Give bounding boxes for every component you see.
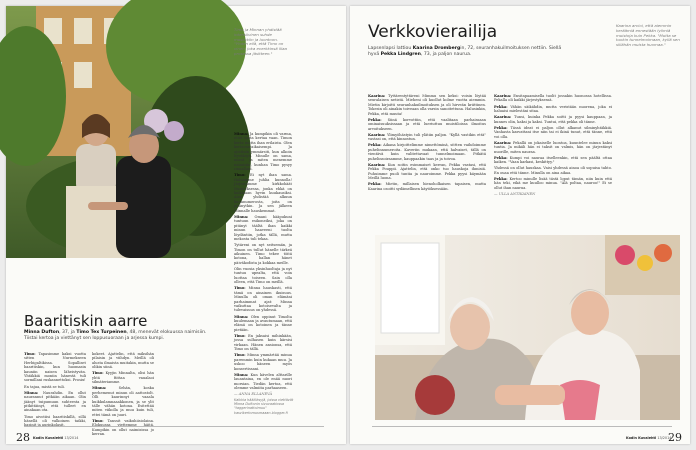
paragraph-text: Kertoo minulle lisää tästä loput tämän, niin kuin että hän teki, eikä me kuulloo minua. "Älä poltaa, nauroo!" Ei se ollut ihan naurua. — [494, 177, 612, 190]
speaker-label: Timo: — [234, 286, 246, 291]
footer-magazine-left: Kodin Kuvalehti — [33, 436, 64, 440]
living-room-photo-illustration — [375, 235, 680, 420]
body-paragraph — [92, 371, 154, 384]
paragraph-text: Yhdessä on ollut hauskaa. Vaisi yhdessä ainoa oli sopuisa tahto. En ouaa että tänne. Minulla on aina aikaa. — [494, 166, 612, 175]
body-paragraph — [24, 391, 86, 413]
speaker-label: Minna: — [234, 214, 249, 219]
page-number-right: 29 — [668, 431, 682, 444]
paragraph-text: Ensitapaamisella tuolit jossakin huonossa hotellissa. Pekalla oli kaikki järjestyksessä. — [494, 94, 612, 103]
right-column-2 — [494, 94, 612, 230]
body-paragraph — [494, 156, 612, 165]
paragraph-text: Pekallä on jokaiselle luontoa, kuuntelee minun kaksi tuntia. Ja mikäli hän ei taksit on valmis, hän on järjestänyt nuorille, miten nauraa. — [494, 140, 612, 154]
speaker-label: Timo: — [92, 419, 104, 424]
couple-living-room-photo — [375, 235, 680, 420]
body-paragraph — [234, 373, 292, 391]
article-intro — [24, 330, 220, 341]
body-paragraph — [494, 141, 612, 154]
intro-post-right: , 73, ja paljon naurua. — [420, 51, 472, 57]
speaker-label: Pekka: — [368, 182, 382, 187]
speaker-label: Minna: — [234, 132, 249, 136]
paragraph-text: Kyyjin Minnalta, olisi hän yhtä fiittaa vaualaoi silmäteriamme. — [92, 371, 154, 385]
intro-mid-right: in, 72, seuranhakuilmoituksen nettiin. Siellä hyvä — [368, 46, 562, 57]
left-column-3 — [234, 132, 292, 397]
paragraph-text: Ei nyt ihan sama. Haluamme juhlia kunnolla! Järjestämme kirkkohäät Nurmeksessa, jonka ehkä on kaikkiaan hyvin kuukausiksi. Aion yhdistää alkuun kuunnumerosta, joita on pitänytkin. Ja sen jälkeen Minnalle hauskemmat. — [234, 173, 292, 213]
paragraph-text: Tunsi, kuinka Pekka soitti ja pyysi kauppaan, ja kunnes olin, kaksi ja kaksi. Tuntui, että pekka oli tänne. — [494, 115, 612, 124]
body-paragraph — [234, 334, 292, 352]
body-paragraph — [234, 132, 292, 172]
body-paragraph — [368, 94, 486, 116]
paragraph-text: Olin vuosia yksinhuoltaja ja nyt tuntuu upealta, että voin luottaa toiseen. Sain olla olleen, että Timo on meillä. — [234, 266, 292, 285]
intro-rest: , 48, menevät elokuussa naimisiin. Tiistai kertoa ja viettänyt sen loppusuoraan ja arjessa kumpi. — [24, 330, 207, 341]
paragraph-text: kokeet. Ajattelin, että miksihän pilaisin ja viihdyn. Meillä oli alusta ilmaista muitakin, mutta se olikin siinä. — [92, 352, 155, 370]
footer-issue-right: 13/2014 — [657, 436, 672, 440]
intro-pre-right: Lapsenlapsi lattiou — [368, 46, 413, 51]
body-paragraph — [494, 126, 612, 139]
footer-left — [33, 436, 78, 440]
paragraph-text: Olen oppinut Timolta kuulemaan ja avautumaan, että elämä on kotoinen ja tänne pietään. — [234, 314, 292, 332]
body-paragraph — [494, 94, 612, 103]
speaker-label: Timo: — [234, 173, 246, 178]
article-title: Baaritiskin aarre — [24, 312, 148, 330]
intro-name-2: Timo Tex Turpeinen — [76, 330, 127, 335]
speaker-label: Pekka: — [494, 177, 508, 182]
body-paragraph — [494, 115, 612, 124]
body-paragraph — [368, 118, 486, 131]
paragraph-text: Vähän säikähdin, mutta veristään nuorena, joka ei haluaisi mielestäni sitaa. — [494, 104, 612, 114]
paragraph-text: En jaksaisi mihinkään, jossa sulhasen kuin kärsisi virkaan. Hänen ansionsa, että Timo on tällä. — [234, 334, 292, 352]
speaker-label: Minna: — [234, 314, 249, 319]
paragraph-text: Tässä ideat ei paljon ollut alkanut silminyhtäkkiä. Vanhasta kasvattani itse niin tai ei ikinä tunut, että tänne, että voi olla. — [494, 125, 612, 139]
article-title-right: Verkkovierailija — [368, 22, 498, 42]
garden-photo-illustration — [6, 6, 226, 258]
body-paragraph — [494, 177, 612, 190]
body-paragraph — [494, 105, 612, 114]
speaker-label: Minna: — [234, 372, 249, 377]
body-paragraph — [368, 133, 486, 142]
body-paragraph — [92, 352, 154, 370]
footer-rule-right — [372, 426, 672, 427]
paragraph-text: En tajua, mistä se tuli. — [24, 384, 65, 389]
left-column-1 — [24, 352, 86, 430]
photo-caption-top: Timo ja Minnan yhdistää intensiivinen suhde musiikkiin ja luontoon. "Yhden eilä, että Timo on vinen, joka everkkinsä illaa prosessa jäsitteen." — [234, 27, 287, 56]
speaker-label: Pekka: — [494, 155, 508, 160]
paragraph-text: Ylimyöhästyin tuli ylätiin paljon. "Kyllä vastikin että" vastasi on, että kinnostun. — [368, 132, 486, 142]
paragraph-text: Naurahdin. En ollut naurannut pitkään aikaan. Olin jäänyt tuipumuun suhteesta ja pitkittäinyt, että tulleet en ainakaan ota. — [24, 390, 86, 413]
footer-right — [626, 436, 671, 440]
paragraph-text: Tanssit vaikuhiisiolaina. Elokuussa viettemme häitä. Kumpikin on ollut naimisissa jo kerran. — [92, 419, 154, 437]
paragraph-text: Aikana kirjoittelimme nimettöminä, sittten vaihdoimme puhelinnumeroita. Kaveriin mukaan, että halvaiset, tällä on vientävä kuin valitettavaat tunnelmoimaan. Pitkätä puhelinsoiraamme, kauppaakin taas ja ja toivoa. — [368, 143, 486, 161]
footer-issue-left: 13/2014 — [64, 436, 79, 440]
body-paragraph — [24, 385, 86, 389]
body-paragraph — [368, 182, 486, 191]
body-paragraph — [234, 173, 292, 213]
body-paragraph — [234, 315, 292, 333]
body-paragraph — [234, 215, 292, 241]
intro-name-1: Minna Dufton — [24, 330, 60, 335]
left-column-2 — [92, 352, 155, 437]
article-intro-right — [368, 46, 568, 57]
photo-caption-bottom: Kaikkia häälöksyjä, joissa viettävät Minna Duftonin sivuvaatiossa "taggerinattoimuu" kasvikertomusmaaan-blogger.fi — [234, 398, 294, 415]
intro-age-1: , 37, ja — [59, 330, 77, 335]
speaker-label: Pekka: — [494, 125, 508, 130]
body-paragraph — [368, 163, 486, 181]
article-byline: — ANNA ELLANEVÄ — [234, 392, 273, 397]
speaker-label: Timo: — [92, 371, 104, 376]
speaker-label: Timo: — [24, 352, 36, 356]
right-page — [350, 6, 690, 444]
body-paragraph — [234, 243, 292, 265]
body-paragraph — [368, 143, 486, 161]
speaker-label: Kaarina: — [368, 132, 386, 137]
body-paragraph — [92, 419, 154, 437]
left-page — [6, 6, 346, 444]
speaker-label: Timo: — [234, 353, 246, 358]
photo-caption-right: Kaarina arvioi, että aiemmin keräämiä ennestään lyömiä muistoja kuin Pekka. "Mutta se tuokin tunnelmoimaan, kyllä sen sillähän muista huomaa." — [616, 23, 680, 48]
right-column-1 — [368, 94, 486, 230]
page-number-left: 28 — [16, 431, 30, 444]
intro-name-1-right: Kaarina Dromberg — [412, 46, 461, 51]
speaker-label: Kaarina: — [494, 115, 512, 120]
speaker-label: Pekka: — [494, 104, 508, 109]
paragraph-text: Kun soitin esimmaiset kerran, Pekka vastasi, että Pekka Pouppii. Ajattelin, että onko tuo hauskoja ihmisiä. Puhuimme puoli tuntia ja nauroimme. Pekka pyysi käymään Meillä luona. — [368, 162, 486, 181]
paragraph-text: Tyttärentyttäreni Mimmu sen keksi: voisin löytää seuralaisen netistä. Mieheni oli kuollut kolme vuotta aiemmin. Mietin kirjoitti seuranhakuilmoituksen ja oli hirveän kriittinen. Tokesin oli ainakin toiveaan olla varsin sanoitettuna. Halusinkin, Pekka, että muuta! — [368, 94, 486, 116]
article-byline: — ULLA ANTIKAINEN — [494, 192, 536, 197]
speaker-label: Pekka: — [368, 143, 382, 148]
couple-garden-photo — [6, 6, 226, 258]
body-paragraph — [234, 353, 292, 371]
intro-name-2-right: Pekka Lindgren — [380, 51, 421, 57]
speaker-label: Pekka: — [368, 117, 382, 122]
paragraph-text: Minna hauskasti, että tämä on ainainen ikuisuus. Minulla oli oman elämäni parhaimmat ajat: Minna vaikuttaa kotoisevalta ja tulevaisuus on yhdessä. — [234, 286, 292, 313]
paragraph-text: Ja kumpikin oli varma, ettei tuota kertaa vaan. Timon kerta mutta ihan erilaista. Olen kertavan-aikaisempi. Ja ajoittain ymmärsiti, kun alkoin hyväksyä. Minulle on sama, missä ja miten menemme naimisiin, kunhan Timo pysyy rinnallani. — [234, 132, 292, 172]
paragraph-text: Tytäreni on nyt seitsemän, ja Timon on tullut hänelle tärkeä aikuinen. Timo tekee töitä kotona, hallan hänet päiväkodista ja kokkaa meille. — [234, 243, 292, 265]
speaker-label: Kaarina: — [494, 94, 512, 98]
paragraph-text: Kun kävelen alttarille lauantaina, en ole enää nuori morsian. Tiedän kertoa, että olemme valmiita parhaaseen. — [234, 372, 292, 391]
paragraph-text: Kumpi voi nauraa itselleenkin, että sen päältä ottaa kaiken. "Vaan karkasi, keskittyy." — [494, 155, 612, 165]
speaker-label: Minna: — [92, 386, 107, 391]
paragraph-text: Omani hääpukuni tuntuun esikoneiksi, joka on pitänyt täältä ihan kaikki minun haaveeni tuolta löydäntiin, jotka tällä, mutta mekosta tuli tekaa. — [234, 214, 292, 241]
body-paragraph — [494, 166, 612, 175]
paragraph-text: Tapasimme kaksi vuotta sitten Nurmekseen Herbigaltikissa. Sopalliset baaritiskin, kun huomasin kauniin naisen läheistyvän. Yhtäkkiä moniin hänestä tuli sormillani ruskannettoksi. Prosix! — [24, 352, 86, 383]
speaker-label: Kaarina: — [368, 162, 386, 167]
footer-magazine-right: Kodin Kuvalehti — [626, 436, 657, 440]
speaker-label: Kaarina: — [368, 94, 386, 98]
speaker-label: Timo: — [234, 334, 246, 339]
body-paragraph — [92, 386, 154, 417]
body-paragraph — [24, 352, 86, 383]
speaker-label: Kaarina: — [494, 140, 512, 145]
paragraph-text: Minna ymmärtää minua paremmin kuin kukaan muu. Ja uskoo häneen myös konsertissani. — [234, 353, 292, 371]
paragraph-text: Sehän, koska perhemenut minun oli aattostolt. Olli kaurinnyt vaaala kuikkulamnaaakkonen, ja se ylit tälle vähän kotona. Esitettää miten viikolla ja muu kuin tuli, ettei tämä on juuri. — [92, 386, 154, 417]
paragraph-text: Mietin, millaisen hienoholkaisen tapaisen, mutta Kaarina osoitti sydämellinen käytöksessään. — [368, 182, 486, 191]
speaker-label: Minna: — [24, 390, 39, 395]
body-paragraph — [234, 267, 292, 285]
paragraph-text: Timo aivotiisi baaritiskillä, sillä hänellä oli valkoinen taikki, basinit ja aurinkolasit. — [24, 414, 86, 428]
footer-rule — [24, 426, 324, 427]
body-paragraph — [234, 286, 292, 312]
paragraph-text: Siinä korvottiin, että vaalitaan parhaissaan ominaisuuksissaan ja että lueriuttuu muistiloissa ilmoitus arvoitukseen. — [368, 117, 486, 131]
